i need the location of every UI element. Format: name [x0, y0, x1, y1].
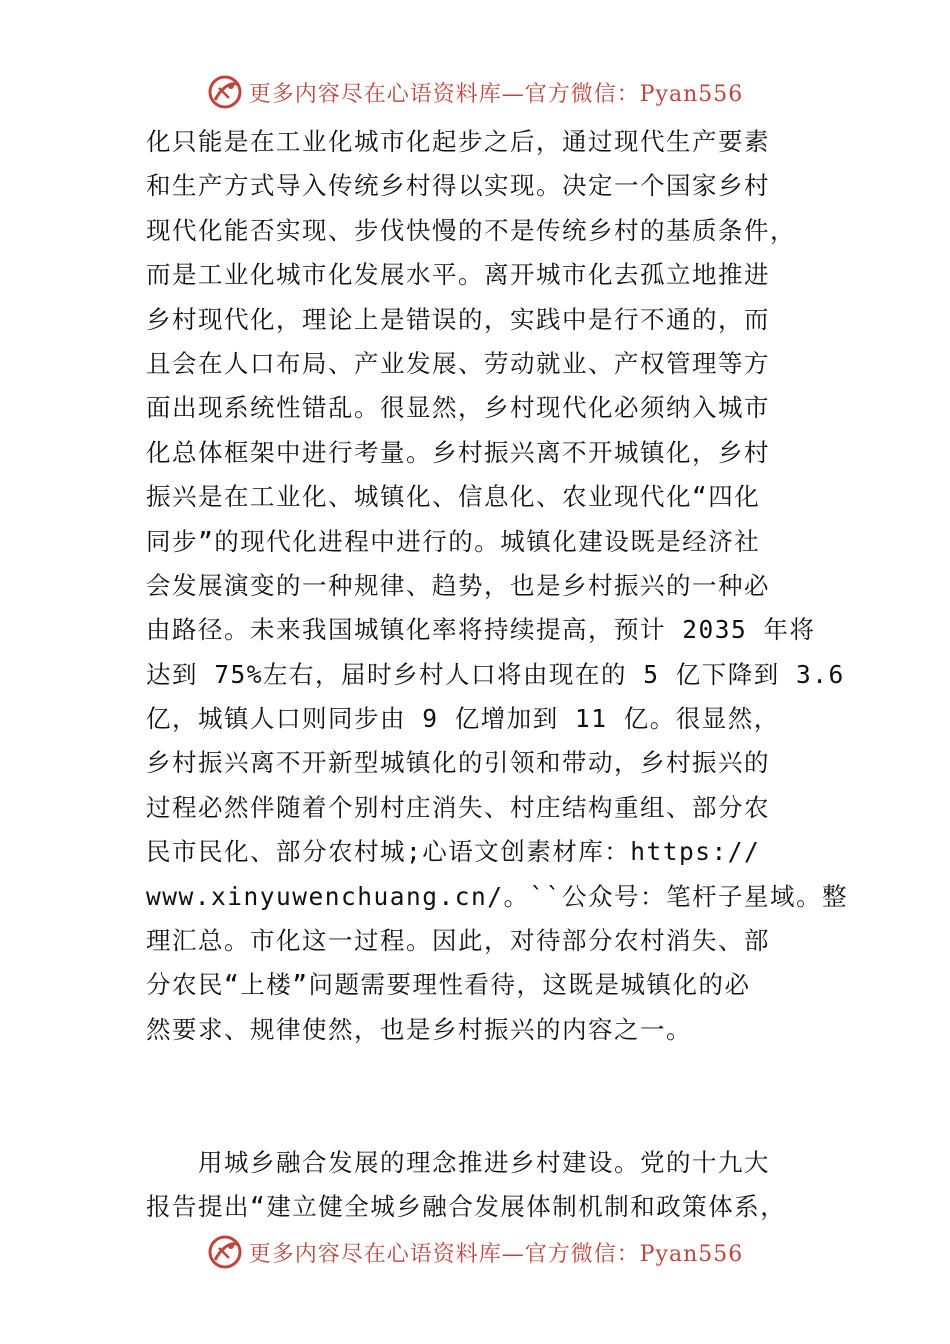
text-line: 且会在人口布局、产业发展、劳动就业、产权管理等方: [146, 348, 770, 378]
text-line: 分农民“上楼”问题需要理性看待，这既是城镇化的必: [146, 970, 751, 1000]
text-line: 乡村现代化，理论上是错误的，实践中是行不通的，而: [146, 304, 770, 334]
text-line: www.xinyuwenchuang.cn/。``公众号：笔杆子星域。整: [146, 881, 849, 911]
text-line: 和生产方式导入传统乡村得以实现。决定一个国家乡村: [146, 171, 770, 201]
text-line: 而是工业化城市化发展水平。离开城市化去孤立地推进: [146, 260, 770, 290]
text-line: 理汇总。市化这一过程。因此，对待部分农村消失、部: [146, 926, 770, 956]
text-line: 化只能是在工业化城市化起步之后，通过现代生产要素: [146, 127, 770, 156]
text-line: 民市民化、部分农村城;心语文创素材库：https://: [146, 837, 761, 867]
text-line: 乡村振兴离不开新型城镇化的引领和带动，乡村振兴的: [146, 748, 770, 778]
text-line: 过程必然伴随着个别村庄消失、村庄结构重组、部分农: [146, 792, 770, 822]
text-line: 报告提出“建立健全城乡融合发展体制机制和政策体系，: [146, 1192, 787, 1222]
header-banner-text: 更多内容尽在心语资料库—官方微信：Pyan556: [248, 81, 744, 107]
text-line: 由路径。未来我国城镇化率将持续提高，预计 2035 年将: [146, 615, 816, 645]
header-banner: [0, 70, 950, 114]
text-line: 亿，城镇人口则同步由 9 亿增加到 11 亿。很显然，: [146, 704, 780, 734]
footer-banner: [0, 1230, 950, 1274]
text-line: 化总体框架中进行考量。乡村振兴离不开城镇化，乡村: [146, 437, 770, 467]
text-line: 会发展演变的一种规律、趋势，也是乡村振兴的一种必: [146, 570, 770, 600]
text-line: 振兴是在工业化、城镇化、信息化、农业现代化“四化: [146, 482, 761, 512]
logo-icon: [207, 1234, 243, 1270]
text-line: 达到 75%左右，届时乡村人口将由现在的 5 亿下降到 3.6: [146, 659, 845, 689]
text-line: 同步”的现代化进程中进行的。城镇化建设既是经济社: [146, 526, 761, 556]
text-line: 现代化能否实现、步伐快慢的不是传统乡村的基质条件，: [146, 215, 796, 245]
logo-icon: [207, 74, 243, 110]
footer-banner-text: 更多内容尽在心语资料库—官方微信：Pyan556: [248, 1241, 744, 1267]
text-line: 然要求、规律使然，也是乡村振兴的内容之一。: [146, 1014, 692, 1044]
paragraph-gap: [146, 1097, 826, 1141]
document-body: [146, 120, 849, 1230]
text-line: 面出现系统性错乱。很显然，乡村现代化必须纳入城市: [146, 393, 770, 423]
paragraph: [146, 1141, 826, 1230]
paragraph: [146, 120, 849, 1052]
text-line: 用城乡融合发展的理念推进乡村建设。党的十九大: [146, 1147, 770, 1177]
paragraph-gap: [146, 1052, 826, 1096]
